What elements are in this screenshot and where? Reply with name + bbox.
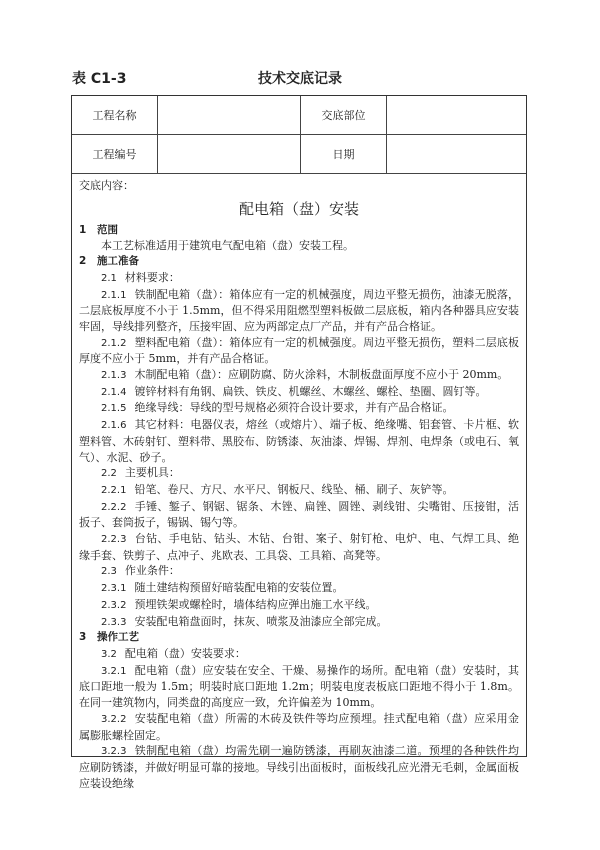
main-title: 配电箱（盘）安装 [238, 199, 359, 218]
section-heading [79, 223, 519, 239]
clause-number: 2.1 [101, 272, 117, 284]
project-name-field[interactable] [158, 96, 301, 135]
section-heading [79, 630, 519, 646]
project-name-label: 工程名称 [72, 96, 158, 135]
paragraph [79, 270, 519, 287]
paragraph [79, 597, 519, 614]
paragraph [79, 238, 519, 254]
paragraph [79, 465, 519, 482]
paragraph [79, 335, 519, 367]
paragraph-list [79, 223, 519, 792]
paragraph-text: 安装配电箱（盘）所需的木砖及铁件等均应预埋。挂式配电箱（盘）应采用金属膨胀螺栓固定。 [79, 711, 519, 742]
clause-number: 2.1.5 [101, 403, 127, 415]
clause-number: 3.2 [101, 648, 117, 660]
paragraph-text: 手锤、錾子、钢锯、锯条、木锉、扁锉、圆锉、剥线钳、尖嘴钳、压接钳，活扳子、套筒扳子，锡锅、锡勺等。 [79, 499, 519, 530]
document-title: 技术交底记录 [258, 71, 342, 87]
paragraph-text: 预埋铁架或螺栓时，墙体结构应弹出施工水平线。 [134, 597, 377, 611]
paragraph [79, 743, 519, 791]
clause-number: 3.2.2 [101, 713, 127, 725]
date-field[interactable] [387, 135, 526, 174]
clause-number: 2.2.2 [101, 501, 127, 513]
project-no-label: 工程编号 [72, 135, 158, 174]
paragraph [79, 646, 519, 663]
clause-number: 2.1.3 [101, 370, 127, 382]
paragraph-text: 施工准备 [97, 255, 139, 268]
section-heading [79, 254, 519, 270]
section-number: 2 [79, 255, 87, 268]
part-label: 交底部位 [301, 96, 387, 135]
clause-number: 2.3.3 [101, 616, 127, 628]
clause-number: 2.1.4 [101, 386, 127, 398]
clause-number: 2.1.6 [101, 420, 127, 432]
paragraph-text: 本工艺标准适用于建筑电气配电箱（盘）安装工程。 [101, 239, 354, 253]
clause-number: 2.1.1 [101, 289, 127, 301]
paragraph [79, 482, 519, 499]
clause-number: 2.2 [101, 468, 117, 480]
paragraph-text: 材料要求： [124, 270, 180, 284]
record-sheet [71, 95, 527, 790]
header-table [72, 96, 526, 174]
paragraph [79, 384, 519, 401]
part-field[interactable] [387, 96, 526, 135]
clause-number: 3.2.3 [101, 746, 127, 758]
section-number: 3 [79, 631, 87, 644]
paragraph [79, 711, 519, 743]
paragraph-text: 塑料配电箱（盘）：箱体应有一定的机械强度。周边平整无损伤，塑料二层底板厚度不应小于 5mm，并有产品合格证。 [79, 335, 519, 366]
content-area [72, 174, 526, 791]
paragraph-text: 绝缘导线：导线的型号规格必须符合设计要求，并有产品合格证。 [134, 401, 454, 415]
date-label: 日期 [301, 135, 387, 174]
paragraph-text: 镀锌材料有角钢、扁铁、铁皮、机螺丝、木螺丝、螺栓、垫圈、圆钉等。 [134, 384, 487, 398]
paragraph-text: 作业条件： [124, 564, 180, 578]
paragraph-text: 随土建结构预留好暗装配电箱的安装位置。 [134, 581, 344, 595]
paragraph-text: 配电箱（盘）安装要求： [124, 646, 246, 660]
content-label: 交底内容： [79, 179, 134, 192]
paragraph [79, 287, 519, 335]
paragraph-text: 铅笔、卷尺、方尺、水平尺、钢板尺、线坠、桶、刷子、灰铲等。 [134, 482, 454, 496]
clause-number: 2.3.2 [101, 599, 127, 611]
clause-number: 2.1.2 [101, 337, 127, 349]
paragraph-text: 操作工艺 [97, 631, 139, 644]
paragraph-text: 其它材料：电器仪表，熔丝（或熔片）、端子板、绝缘嘴、铝套管、卡片框、软塑料管、木砖射钉、塑料带、黑胶布、防锈漆、灰油漆、焊锡、焊剂、电焊条（或电石、氧气）、水泥、砂子。 [79, 418, 519, 464]
section-number: 1 [79, 223, 87, 236]
paragraph [79, 614, 519, 631]
paragraph [79, 499, 519, 531]
paragraph-text: 范围 [97, 223, 118, 236]
paragraph-text: 铁制配电箱（盘）均需先刷一遍防锈漆，再刷灰油漆二道。预埋的各种铁件均应刷防锈漆，并做好明显可靠的接地。导线引出面板时，面板线孔应光滑无毛刺，金属面板应装设绝缘 [79, 744, 519, 790]
paragraph [79, 400, 519, 417]
clause-number: 2.2.1 [101, 484, 127, 496]
paragraph [79, 531, 519, 563]
clause-number: 3.2.1 [101, 665, 127, 677]
clause-number: 2.3 [101, 566, 117, 578]
paragraph-text: 台钻、手电钻、钻头、木钻、台钳、案子、射钉枪、电炉、电、气焊工具、绝缘手套、铁剪子、点冲子、兆欧表、工具袋、工具箱、高凳等。 [79, 532, 519, 562]
paragraph-text: 配电箱（盘）应安装在安全、干燥、易操作的场所。配电箱（盘）安装时，其底口距地一般为 1.5m；明装时底口距地 1.2m；明装电度表板底口距地不得小于 1.8m。在同一建筑物内，同类盘的高度应一致，允许偏差为 10mm。 [79, 663, 519, 710]
paragraph [79, 367, 519, 384]
paragraph [79, 580, 519, 597]
project-no-field[interactable] [158, 135, 301, 174]
paragraph [79, 417, 519, 465]
paragraph-text: 木制配电箱（盘）：应刷防腐、防火涂料，木制板盘面厚度不应小于 20mm。 [134, 368, 509, 382]
paragraph [79, 663, 519, 711]
paragraph-text: 主要机具： [124, 466, 180, 480]
form-number: 表 C1-3 [72, 71, 127, 87]
clause-number: 2.3.1 [101, 583, 127, 595]
paragraph-text: 安装配电箱盘面时，抹灰、喷浆及油漆应全部完成。 [134, 614, 388, 628]
paragraph [79, 563, 519, 580]
clause-number: 2.2.3 [101, 534, 127, 546]
paragraph-text: 铁制配电箱（盘）：箱体应有一定的机械强度，周边平整无损伤，油漆无脱落，二层底板厚度不小于 1.5mm，但不得采用阻燃型塑料板做二层底板，箱内各种器具应安装牢固，导线排列整齐，压接牢固、应为两部定点厂产品，并有产品合格证。 [79, 287, 519, 333]
